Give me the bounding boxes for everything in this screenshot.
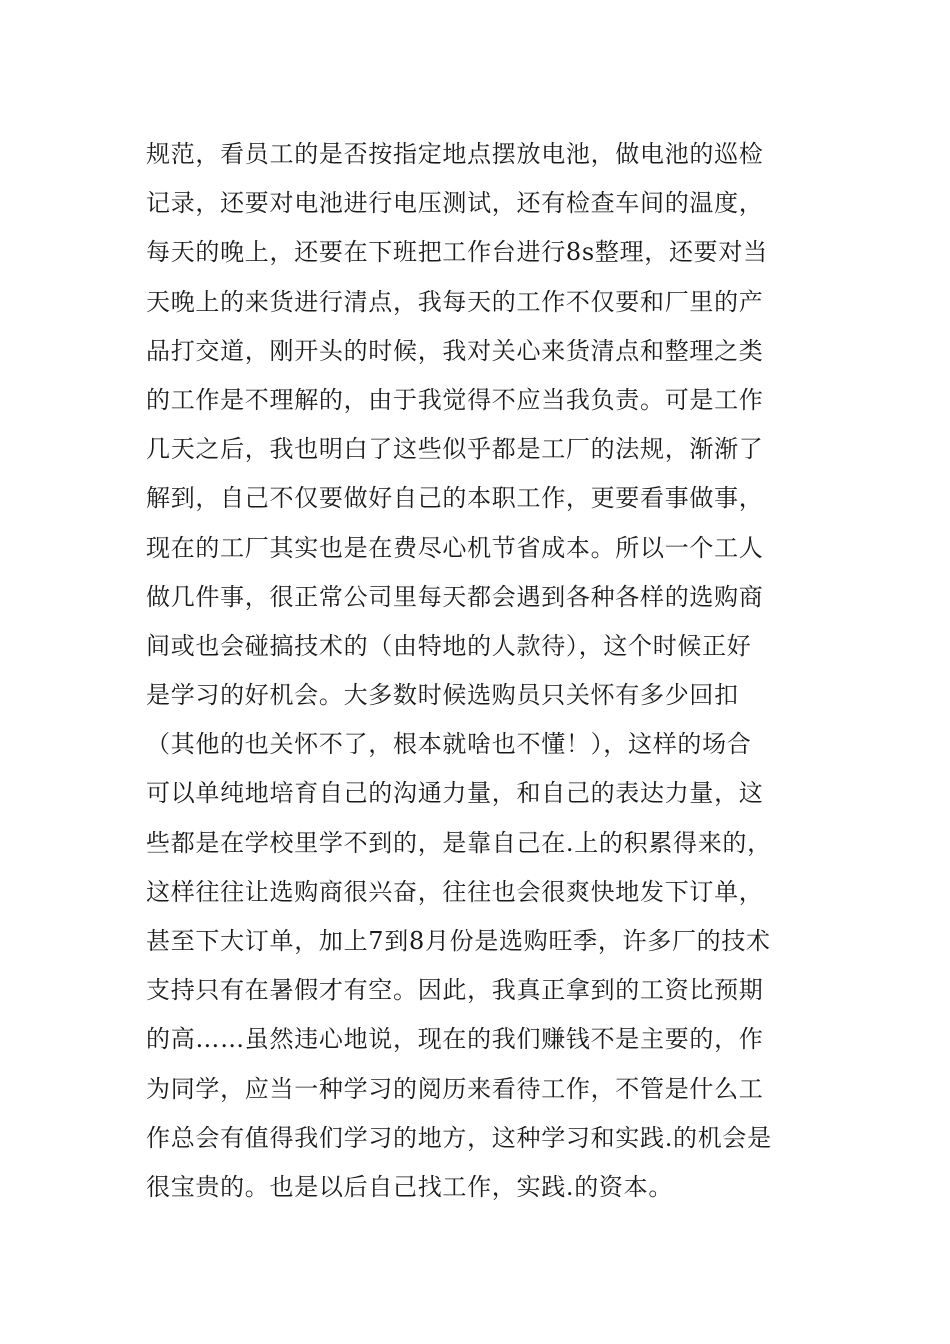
text-line: 甚至下大订单，加上7到8月份是选购旺季，许多厂的技术 [146,927,771,955]
text-line: 支持只有在暑假才有空。因此，我真正拿到的工资比预期 [146,976,764,1005]
text-line: 些都是在学校里学不到的，是靠自己在.上的积累得来的， [146,828,772,857]
text-line: 规范，看员工的是否按指定地点摆放电池，做电池的巡检 [146,140,764,168]
text-line: （其他的也关怀不了，根本就啥也不懂！），这样的场合 [146,730,752,759]
text-line: 解到，自己不仅要做好自己的本职工作，更要看事做事， [146,484,764,513]
text-line: 品打交道，刚开头的时候，我对关心来货清点和整理之类 [146,336,764,365]
text-line: 很宝贵的。也是以后自己找工作，实践.的资本。 [146,1172,674,1201]
text-line: 的工作是不理解的，由于我觉得不应当我负责。可是工作 [146,385,764,414]
text-line: 作总会有值得我们学习的地方，这种学习和实践.的机会是 [146,1123,772,1152]
text-line: 的高……虽然违心地说，现在的我们赚钱不是主要的，作 [146,1025,764,1054]
text-line: 每天的晚上，还要在下班把工作台进行8s整理，还要对当 [146,238,768,267]
text-line: 做几件事，很正常公司里每天都会遇到各种各样的选购商 [146,582,764,611]
text-line: 这样往往让选购商很兴奋，往往也会很爽快地发下订单， [146,877,764,906]
text-line: 记录，还要对电池进行电压测试，还有检查车间的温度， [146,189,764,218]
text-line: 是学习的好机会。大多数时候选购员只关怀有多少回扣 [146,681,739,710]
text-line: 天晚上的来货进行清点，我每天的工作不仅要和厂里的产 [146,287,764,316]
text-line: 现在的工厂其实也是在费尽心机节省成本。所以一个工人 [146,533,764,562]
text-line: 几天之后，我也明白了这些似乎都是工厂的法规，渐渐了 [146,435,764,464]
body-text [146,130,816,1212]
text-line: 间或也会碰搞技术的（由特地的人款待），这个时候正好 [146,631,752,660]
text-line: 可以单纯地培育自己的沟通力量，和自己的表达力量，这 [146,779,764,808]
text-line: 为同学，应当一种学习的阅历来看待工作，不管是什么工 [146,1074,764,1103]
